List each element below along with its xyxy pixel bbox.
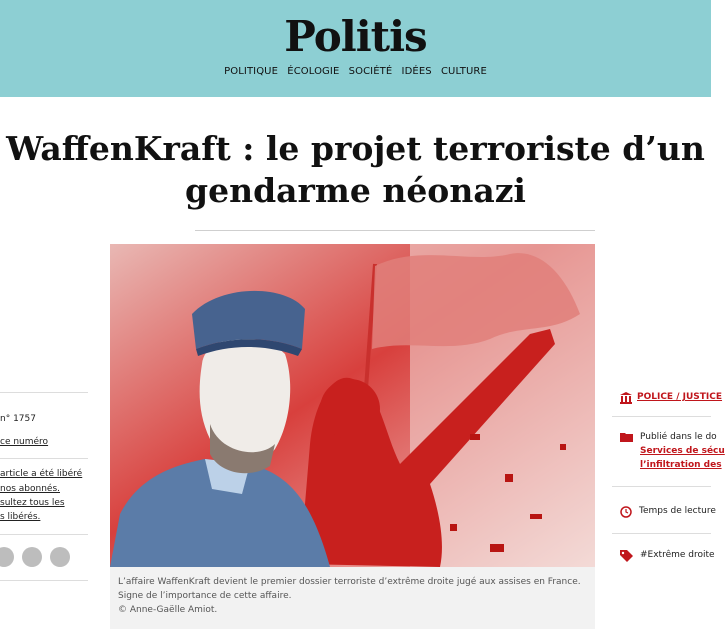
right-divider-3: [612, 533, 711, 534]
reading-time: Temps de lecture: [639, 506, 716, 516]
caption-credit: © Anne-Gaëlle Amiot.: [118, 605, 218, 615]
main-nav: [0, 66, 711, 77]
dossier-link-line2[interactable]: l’infiltration des: [640, 460, 722, 470]
article-title-line2: gendarme néonazi: [185, 171, 526, 210]
category-link[interactable]: POLICE / JUSTICE: [637, 392, 723, 402]
clock-icon: [620, 506, 632, 518]
left-divider-bottom: [0, 580, 88, 581]
free-article-line2[interactable]: nos abonnés.: [0, 484, 60, 494]
issue-link[interactable]: ce numéro: [0, 437, 49, 447]
nav-culture[interactable]: CULTURE: [440, 66, 487, 77]
free-article-line3[interactable]: sultez tous les: [0, 498, 65, 508]
folder-icon: [620, 432, 633, 442]
site-header: [0, 0, 711, 97]
free-article-line1[interactable]: article a été libéré: [0, 469, 83, 479]
telegram-icon[interactable]: [50, 547, 70, 567]
free-article-line4[interactable]: s libérés.: [0, 512, 41, 522]
nav-societe[interactable]: SOCIÉTÉ: [348, 66, 393, 77]
title-divider: [195, 230, 595, 231]
published-in-label: Publié dans le do: [640, 432, 717, 442]
building-icon: [620, 392, 632, 404]
politis-logo[interactable]: Politis: [284, 12, 427, 61]
article-title-line1: WaffenKraft : le projet terroriste d’un: [6, 129, 705, 168]
caption-text: L’affaire WaffenKraft devient le premier dossier terroriste d’extrême droite jugé aux assises en France. Signe de l’importance de cette affaire.: [118, 577, 581, 601]
nav-idees[interactable]: IDÉES: [401, 66, 432, 77]
nav-ecologie[interactable]: ÉCOLOGIE: [287, 66, 340, 77]
twitter-icon[interactable]: [22, 547, 42, 567]
facebook-icon[interactable]: [0, 547, 14, 567]
article-title: [0, 128, 711, 212]
image-caption: [110, 567, 595, 629]
left-divider-share: [0, 534, 88, 535]
tag-link[interactable]: #Extrême droite: [640, 550, 715, 560]
left-divider-mid: [0, 458, 88, 459]
right-divider-2: [612, 486, 711, 487]
nav-politique[interactable]: POLITIQUE: [224, 66, 279, 77]
dossier-link-line1[interactable]: Services de sécu: [640, 446, 725, 456]
left-divider-top: [0, 392, 88, 393]
hero-illustration: [110, 244, 595, 567]
issue-number: n° 1757: [0, 414, 36, 424]
tag-icon: [620, 550, 633, 562]
right-divider-1: [612, 416, 711, 417]
